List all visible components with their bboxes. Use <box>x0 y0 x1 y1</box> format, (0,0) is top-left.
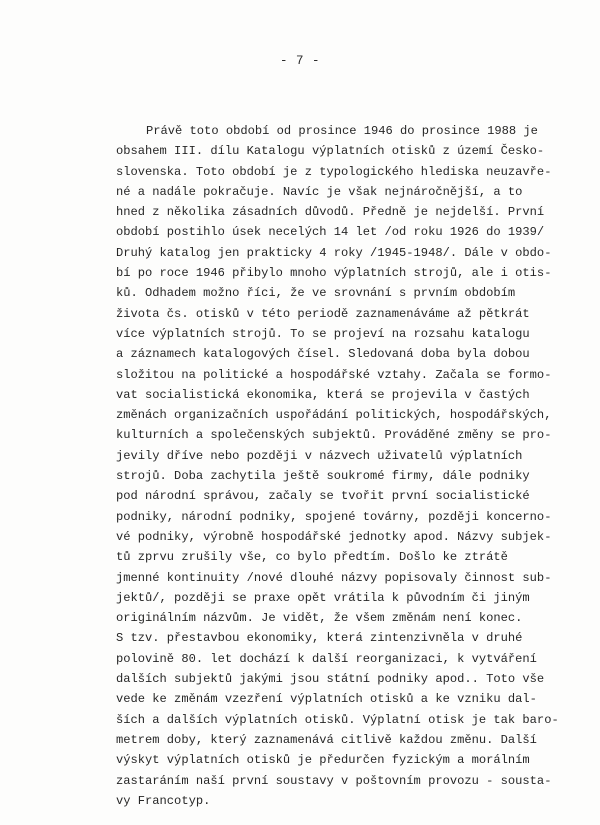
text-line: ších a dalších výplatních otisků. Výplatní otisk je tak baro- <box>116 712 559 727</box>
text-line: období postihlo úsek necelých 14 let /od roku 1926 do 1939/ <box>116 225 545 240</box>
text-line: obsahem III. dílu Katalogu výplatních otisků z území Česko- <box>116 144 545 159</box>
text-line: jevily dříve nebo později v názvech uživatelů výplatních <box>116 448 523 463</box>
text-line: života čs. otisků v této periodě zaznamenáváme až pětkrát <box>116 306 530 321</box>
text-line: strojů. Doba zachytila ještě soukromé firmy, dále podniky <box>116 469 530 484</box>
text-line: a záznamech katalogových čísel. Sledovaná doba byla dobou <box>116 347 530 362</box>
text-line: tů zprvu zrušily vše, co bylo předtím. Došlo ke ztrátě <box>116 550 508 565</box>
text-line: hned z několika zásadních důvodů. Předně je nejdelší. První <box>116 205 545 220</box>
text-line: změnách organizačních uspořádání politických, hospodářských, <box>116 408 552 423</box>
text-line: ků. Odhadem možno říci, že ve srovnání s prvním obdobím <box>116 286 516 301</box>
text-line: polovině 80. let dochází k další reorganizaci, k vytváření <box>116 651 537 666</box>
text-line: Právě toto období od prosince 1946 do prosince 1988 je <box>146 124 538 138</box>
text-line: S tzv. přestavbou ekonomiky, která zintenzivněla v druhé <box>116 631 523 646</box>
text-line: bí po roce 1946 přibylo mnoho výplatních strojů, ale i otis- <box>116 266 552 281</box>
text-line: slovenska. Toto období je z typologického hlediska neuzavře- <box>116 164 552 179</box>
text-line: zastaráním naší první soustavy v poštovním provozu - sousta- <box>116 773 552 788</box>
text-line: jmenné kontinuity /nové dlouhé názvy popisovaly činnost sub- <box>116 570 552 585</box>
text-line: dalších subjektů jakými jsou státní podniky apod.. Toto vše <box>116 672 545 687</box>
text-line: výskyt výplatních otisků je předurčen fyzickým a morálním <box>116 753 530 768</box>
text-line: metrem doby, který zaznamenává citlivě každou změnu. Další <box>116 732 537 747</box>
text-line: pod národní správou, začaly se tvořit první socialistické <box>116 489 530 504</box>
text-line: složitou na politické a hospodářské vztahy. Začala se formo- <box>116 367 552 382</box>
text-line: vat socialistická ekonomika, která se projevila v častých <box>116 387 530 402</box>
body-paragraph <box>116 121 559 811</box>
text-line: více výplatních strojů. To se projeví na rozsahu katalogu <box>116 326 530 341</box>
text-line: vé podniky, výrobně hospodářské jednotky apod. Názvy subjek- <box>116 529 552 544</box>
text-line: Druhý katalog jen prakticky 4 roky /1945-1948/. Dále v obdo- <box>116 245 552 260</box>
text-line: jektů/, později se praxe opět vrátila k původním či jiným <box>116 590 530 605</box>
text-line: né a nadále pokračuje. Navíc je však nejnáročnější, a to <box>116 184 523 199</box>
text-line: vede ke změnám vzezření výplatních otisků a ke vzniku dal- <box>116 692 537 707</box>
text-line: originálním názvům. Je vidět, že všem změnám není konec. <box>116 611 523 626</box>
text-line: vy Francotyp. <box>116 793 211 808</box>
page-number: - 7 - <box>279 54 320 68</box>
text-line: podniky, národní podniky, spojené továrny, později koncerno- <box>116 509 552 524</box>
text-line: kulturních a společenských subjektů. Prováděné změny se pro- <box>116 428 552 443</box>
